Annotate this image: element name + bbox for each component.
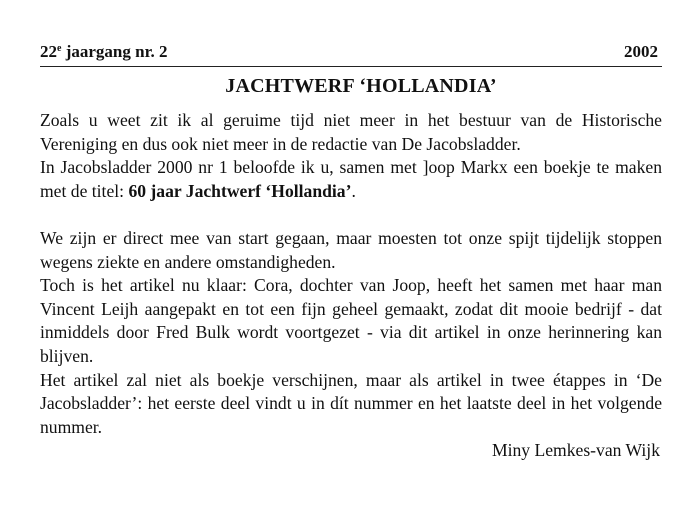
author-signature: Miny Lemkes-van Wijk	[491, 440, 660, 461]
paragraph-publication: Het artikel zal niet als boekje verschijnen, maar als artikel in twee étappes in ‘De Jacobsladder’: het eerste deel vindt u in dít nummer en het laatste deel in het volgende nummer.	[40, 369, 662, 437]
book-title: 60 jaar Jachtwerf ‘Hollandia’	[128, 180, 352, 201]
paragraph-ready: Toch is het artikel nu klaar: Cora, dochter van Joop, heeft het samen met haar man Vincent Leijh aangepakt en tot een fijn geheel gemaakt, zodat dit mooie bedrijf - dat inmiddels door Fred Bulk wordt voortgezet - via dit artikel in onze herinnering kan blijven.	[40, 275, 662, 366]
paragraph-promise: In Jacobsladder 2000 nr 1 beloofde ik u, samen met ]oop Markx een boekje te maken met de titel: 60 jaar Jachtwerf ‘Hollandia’.	[40, 157, 662, 201]
issue-year: 2002	[624, 42, 658, 61]
paragraph-intro: Zoals u weet zit ik al geruime tijd niet meer in het bestuur van de Historische Vereniging en dus ook niet meer in de redactie van De Jacobsladder.	[40, 110, 662, 154]
issue-label: 22e jaargang nr. 2	[40, 42, 168, 61]
article-body	[40, 109, 662, 439]
article-title: JACHTWERF ‘HOLLANDIA’	[225, 75, 497, 97]
page-header	[40, 40, 662, 67]
newsletter-page	[40, 40, 662, 463]
paragraph-start: We zijn er direct mee van start gegaan, maar moesten tot onze spijt tijdelijk stoppen wegens ziekte en andere omstandigheden.	[40, 227, 662, 272]
